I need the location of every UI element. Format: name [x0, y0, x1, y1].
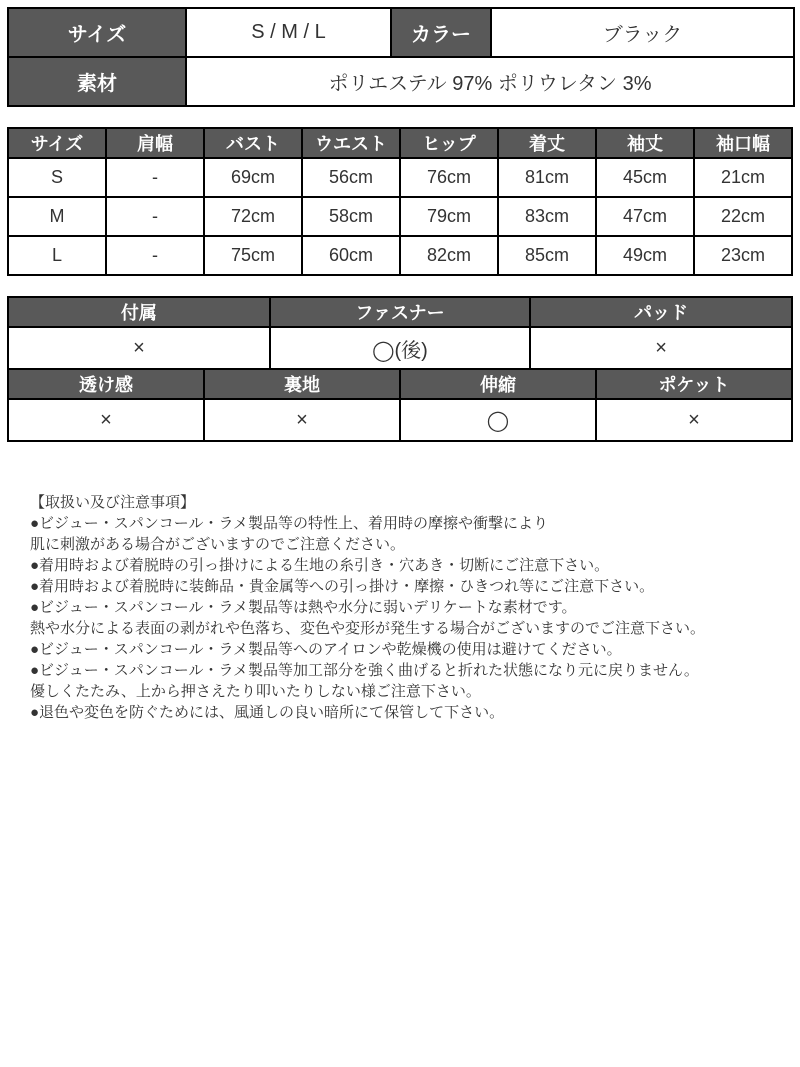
features-1-value-row [8, 327, 792, 369]
size-chart-row-m [8, 197, 792, 236]
feature-value-pad: × [530, 327, 792, 369]
size-chart-cell: L [8, 236, 106, 275]
size-chart-row-s [8, 158, 792, 197]
feature-header-lining: 裏地 [204, 369, 400, 399]
care-notes-line: ●ビジュー・スパンコール・ラメ製品等へのアイロンや乾燥機の使用は避けてください。 [30, 641, 622, 658]
size-chart-cell: - [106, 158, 204, 197]
size-chart-row-l [8, 236, 792, 275]
feature-value-stretch: ◯ [400, 399, 596, 441]
care-notes-line: ●ビジュー・スパンコール・ラメ製品等加工部分を強く曲げると折れた状態になり元に戻りません。 [30, 662, 699, 679]
spec-row-material [8, 57, 794, 106]
care-notes [7, 492, 793, 723]
feature-value-lining: × [204, 399, 400, 441]
spec-material-value: ポリエステル 97% ポリウレタン 3% [186, 57, 794, 106]
size-chart-header: サイズ [8, 128, 106, 158]
features-2-value-row [8, 399, 792, 441]
size-chart-cell: 72cm [204, 197, 302, 236]
size-chart-cell: 60cm [302, 236, 400, 275]
features-table-2 [7, 368, 793, 442]
feature-header-accessory: 付属 [8, 297, 270, 327]
size-chart-table [7, 127, 793, 276]
care-notes-title: 【取扱い及び注意事項】 [30, 494, 196, 511]
spec-row-size-color [8, 8, 794, 57]
feature-value-pocket: × [596, 399, 792, 441]
care-notes-line: 肌に刺激がある場合がございますのでご注意ください。 [30, 536, 406, 553]
care-notes-line: ●着用時および着脱時の引っ掛けによる生地の糸引き・穴あき・切断にご注意下さい。 [30, 557, 610, 574]
size-chart-cell: M [8, 197, 106, 236]
size-chart-header: 着丈 [498, 128, 596, 158]
size-chart-cell: 21cm [694, 158, 792, 197]
size-chart-cell: S [8, 158, 106, 197]
features-1-header-row [8, 297, 792, 327]
size-chart-cell: 23cm [694, 236, 792, 275]
size-chart-cell: 69cm [204, 158, 302, 197]
size-chart-header: 袖口幅 [694, 128, 792, 158]
spec-size-value: S / M / L [186, 8, 391, 57]
size-chart-cell: 85cm [498, 236, 596, 275]
features-2-header-row [8, 369, 792, 399]
feature-header-pad: パッド [530, 297, 792, 327]
size-chart-header: バスト [204, 128, 302, 158]
spec-color-value: ブラック [491, 8, 794, 57]
size-chart-cell: 45cm [596, 158, 694, 197]
care-notes-line: ●退色や変色を防ぐためには、風通しの良い暗所にて保管して下さい。 [30, 704, 505, 721]
size-chart-cell: 49cm [596, 236, 694, 275]
size-chart-header: 袖丈 [596, 128, 694, 158]
size-chart-header: ヒップ [400, 128, 498, 158]
features-table-1 [7, 296, 793, 370]
spec-color-label: カラー [391, 8, 491, 57]
size-chart-cell: - [106, 197, 204, 236]
spec-size-label: サイズ [8, 8, 186, 57]
spec-table [7, 7, 795, 107]
spec-material-label: 素材 [8, 57, 186, 106]
feature-header-stretch: 伸縮 [400, 369, 596, 399]
care-notes-line: 優しくたたみ、上から押さえたり叩いたりしない様ご注意下さい。 [30, 683, 481, 700]
size-chart-cell: 79cm [400, 197, 498, 236]
size-chart-cell: 75cm [204, 236, 302, 275]
feature-header-zipper: ファスナー [270, 297, 530, 327]
size-chart-header: ウエスト [302, 128, 400, 158]
feature-header-sheerness: 透け感 [8, 369, 204, 399]
size-chart-cell: 76cm [400, 158, 498, 197]
feature-value-sheerness: × [8, 399, 204, 441]
size-chart-cell: 47cm [596, 197, 694, 236]
size-chart-cell: 56cm [302, 158, 400, 197]
size-chart-cell: 81cm [498, 158, 596, 197]
care-notes-line: ●ビジュー・スパンコール・ラメ製品等の特性上、着用時の摩擦や衝撃により [30, 515, 549, 532]
size-chart-cell: 82cm [400, 236, 498, 275]
size-chart-cell: 22cm [694, 197, 792, 236]
feature-value-zipper: ◯(後) [270, 327, 530, 369]
size-chart-cell: 58cm [302, 197, 400, 236]
care-notes-line: ●ビジュー・スパンコール・ラメ製品等は熱や水分に弱いデリケートな素材です。 [30, 599, 577, 616]
care-notes-line: 熱や水分による表面の剥がれや色落ち、変色や変形が発生する場合がございますのでご注意下さい。 [30, 620, 706, 637]
size-chart-header: 肩幅 [106, 128, 204, 158]
feature-header-pocket: ポケット [596, 369, 792, 399]
size-chart-cell: 83cm [498, 197, 596, 236]
size-chart-cell: - [106, 236, 204, 275]
care-notes-line: ●着用時および着脱時に装飾品・貴金属等への引っ掛け・摩擦・ひきつれ等にご注意下さい。 [30, 578, 655, 595]
feature-value-accessory: × [8, 327, 270, 369]
size-chart-header-row [8, 128, 792, 158]
